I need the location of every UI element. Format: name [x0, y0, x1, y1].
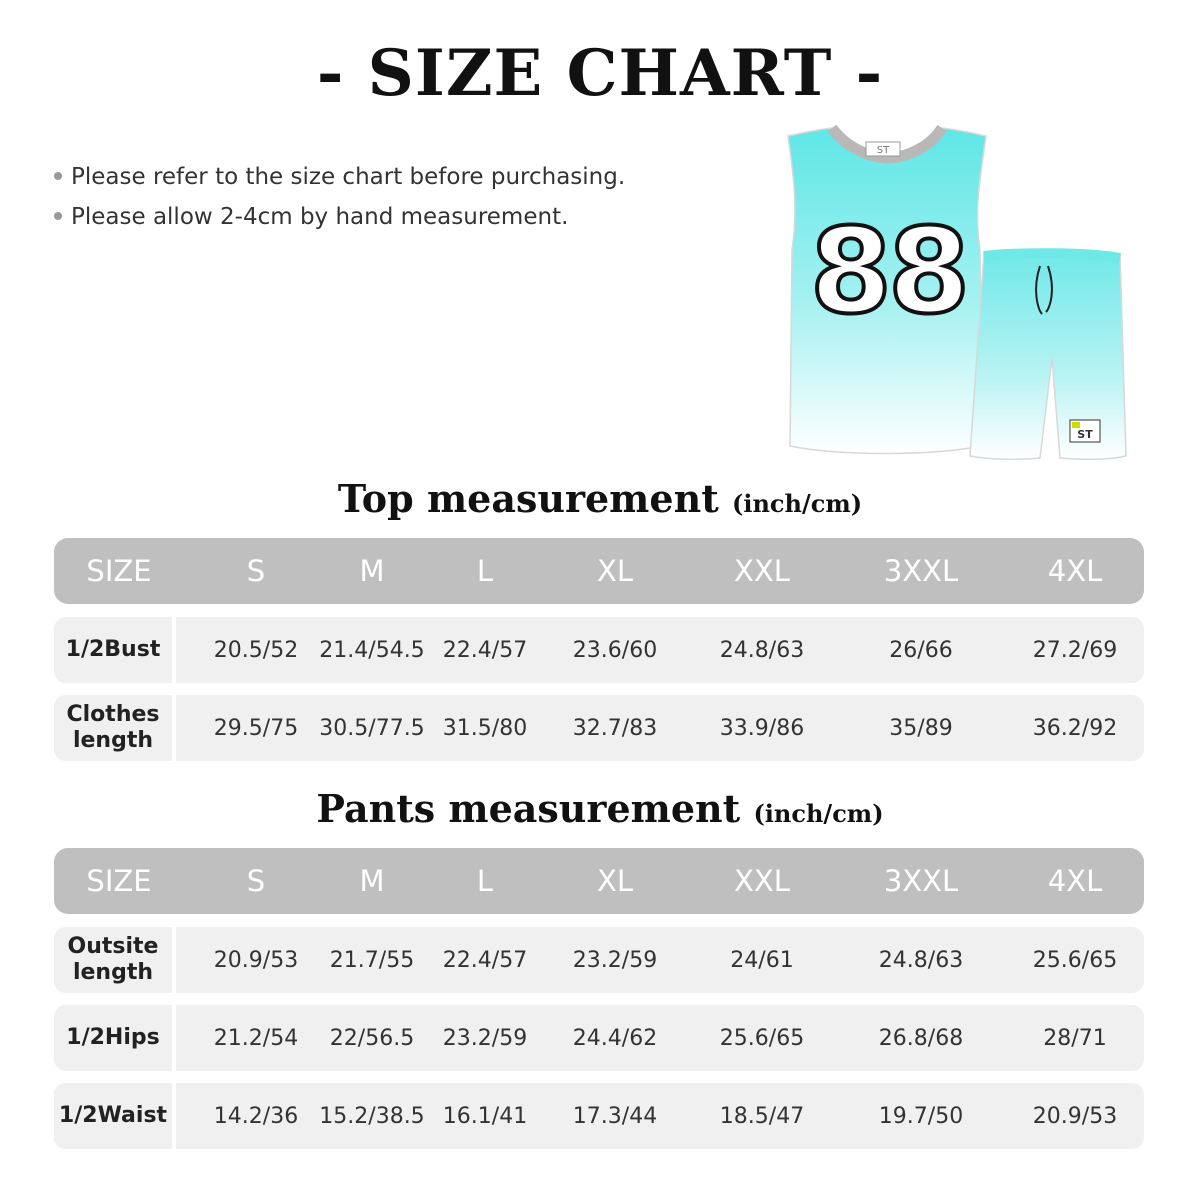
table-cell: 23.2/59 — [572, 947, 658, 973]
top-unit-text: (inch/cm) — [731, 489, 863, 518]
table-cell: 26.8/68 — [878, 1025, 964, 1051]
page-title: - SIZE CHART - — [316, 36, 884, 111]
table-row — [54, 1083, 1144, 1149]
table-row — [54, 695, 1144, 761]
table-row — [54, 617, 1144, 683]
header-cell: 3XXL — [883, 864, 959, 898]
table-cell: 20.5/52 — [213, 637, 299, 663]
table-cell: 28/71 — [1043, 1025, 1107, 1051]
jersey-and-shorts-illustration — [770, 120, 1140, 470]
header-cell: S — [246, 554, 266, 588]
table-cell: 36.2/92 — [1032, 715, 1118, 741]
shorts-logo-icon — [1070, 420, 1100, 442]
header-cell: 4XL — [1047, 554, 1103, 588]
table-cell: 17.3/44 — [572, 1103, 658, 1129]
pants-measurement-title — [0, 786, 1200, 831]
header-cell: XL — [596, 554, 634, 588]
jersey — [788, 128, 986, 454]
header-cell: SIZE — [86, 554, 152, 588]
table-cell: 31.5/80 — [442, 715, 528, 741]
header-cell: L — [476, 554, 494, 588]
top-measurement-title — [0, 476, 1200, 521]
table-cell: 21.4/54.5 — [319, 637, 425, 663]
table-header-row — [54, 848, 1144, 914]
table-cell: 27.2/69 — [1032, 637, 1118, 663]
table-cell: 22.4/57 — [442, 637, 528, 663]
table-cell: 22/56.5 — [329, 1025, 415, 1051]
header-cell: XXL — [734, 554, 790, 588]
table-cell: 23.6/60 — [572, 637, 658, 663]
top-title-text: Top measurement — [337, 476, 719, 521]
row-label: 1/2Waist — [54, 1083, 176, 1149]
pants-measurement-table — [54, 848, 1144, 1149]
table-cell: 33.9/86 — [719, 715, 805, 741]
note-item: Please refer to the size chart before purchasing. — [54, 162, 625, 202]
table-row — [54, 927, 1144, 993]
table-cell: 21.2/54 — [213, 1025, 299, 1051]
table-cell: 16.1/41 — [442, 1103, 528, 1129]
header-cell: 3XXL — [883, 554, 959, 588]
table-cell: 18.5/47 — [719, 1103, 805, 1129]
shorts — [970, 249, 1126, 459]
header-cell: M — [359, 864, 385, 898]
table-cell: 15.2/38.5 — [319, 1103, 425, 1129]
header-cell: M — [359, 554, 385, 588]
table-cell: 24/61 — [730, 947, 794, 973]
table-cell: 29.5/75 — [213, 715, 299, 741]
table-cell: 19.7/50 — [878, 1103, 964, 1129]
table-cell: 21.7/55 — [329, 947, 415, 973]
table-header-row — [54, 538, 1144, 604]
header-cell: XL — [596, 864, 634, 898]
table-cell: 22.4/57 — [442, 947, 528, 973]
pants-unit-text: (inch/cm) — [753, 799, 884, 828]
header-cell: S — [246, 864, 266, 898]
header-cell: L — [476, 864, 494, 898]
table-cell: 24.8/63 — [719, 637, 805, 663]
table-cell: 20.9/53 — [213, 947, 299, 973]
product-image — [770, 120, 1140, 470]
row-label: Outsite length — [54, 927, 176, 993]
pants-title-text: Pants measurement — [316, 786, 741, 831]
table-cell: 20.9/53 — [1032, 1103, 1118, 1129]
notes-list — [54, 162, 625, 242]
header-cell: SIZE — [86, 864, 152, 898]
row-label: 1/2Bust — [54, 617, 176, 683]
table-cell: 25.6/65 — [1032, 947, 1118, 973]
jersey-logo-icon — [866, 142, 900, 156]
jersey-number: 88 — [809, 202, 967, 340]
row-label: Clothes length — [54, 695, 176, 761]
row-label: 1/2Hips — [54, 1005, 176, 1071]
table-cell: 35/89 — [889, 715, 953, 741]
table-cell: 23.2/59 — [442, 1025, 528, 1051]
note-item: Please allow 2-4cm by hand measurement. — [54, 202, 625, 242]
table-row — [54, 1005, 1144, 1071]
table-cell: 25.6/65 — [719, 1025, 805, 1051]
table-cell: 24.8/63 — [878, 947, 964, 973]
table-cell: 24.4/62 — [572, 1025, 658, 1051]
header-cell: XXL — [734, 864, 790, 898]
table-cell: 32.7/83 — [572, 715, 658, 741]
top-measurement-table — [54, 538, 1144, 761]
svg-text:ST: ST — [876, 145, 890, 156]
header-cell: 4XL — [1047, 864, 1103, 898]
table-cell: 26/66 — [889, 637, 953, 663]
table-cell: 14.2/36 — [213, 1103, 299, 1129]
table-cell: 30.5/77.5 — [319, 715, 425, 741]
svg-text:ST: ST — [1077, 428, 1093, 441]
